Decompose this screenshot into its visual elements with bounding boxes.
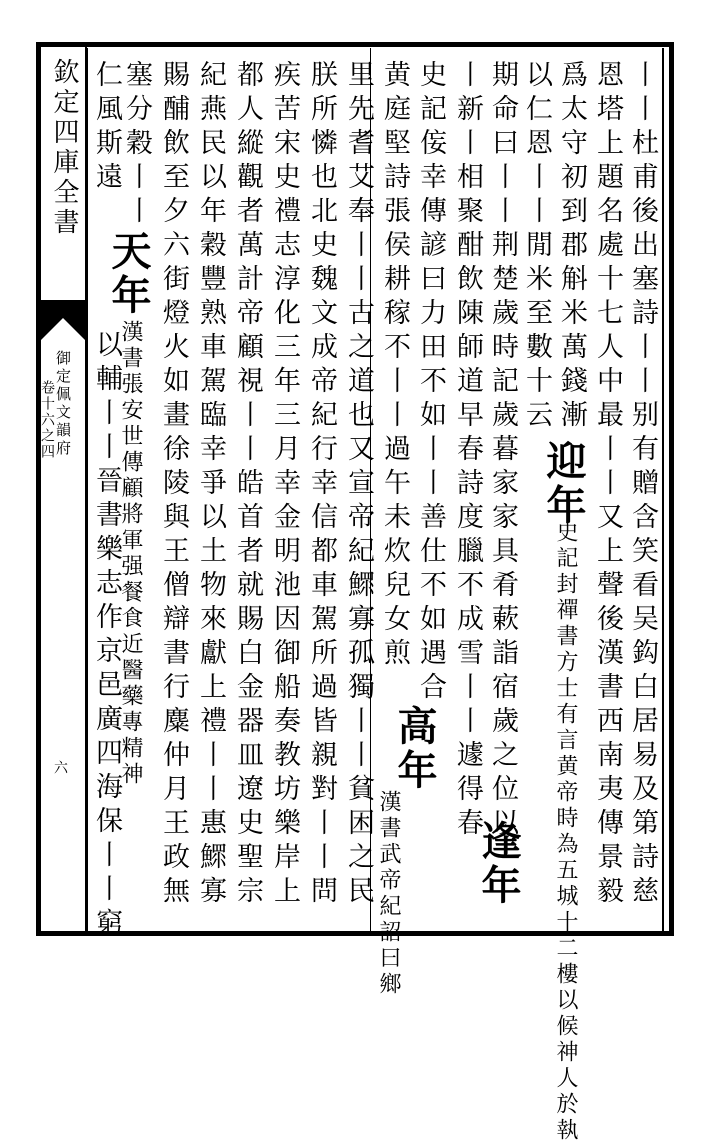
text-column-17: 以輔丨丨晉書樂志作京邑廣四海保丨丨窮 [91,330,122,942]
volume-number: 卷十六之四 [39,380,55,460]
text-column-14: 賜酺飲至夕六街燈火如畫徐陵與王僧辯書行麋仲月王政無 [158,60,189,910]
text-column-2: 恩塔上題名處十七人中最丨丨又上聲後漢書西南夷傳景毅 [592,60,623,910]
headword-ying-nian: 迎年 [540,440,587,528]
column-rule [87,48,88,931]
frame-inner-rule [662,48,664,931]
text-column-3: 爲太守初到郡斛米萬錢漸 [556,60,587,434]
text-column-16: 仁風斯遠 [91,60,122,196]
headword-tian-nian: 天年 [105,230,152,318]
page-number: 六 [52,760,68,774]
book-title: 欽定四庫全書 [49,58,79,238]
gao-nian-note: 漢書武帝紀詔曰鄉 [376,790,401,998]
headword-feng-nian: 逢年 [475,820,522,908]
text-column-15: 塞分穀丨丨 [121,60,152,230]
tian-nian-note: 漢書張安世傳顧將軍强餐食近醫藥專精神 [118,320,143,788]
text-column-11: 疾苦宋史禮志淳化三年三月幸金明池因御船奏教坊樂岸上 [269,60,300,910]
text-column-7: 史記侫幸傳諺曰力田不如丨丨善仕不如遇合 [415,60,446,706]
headword-gao-nian: 高年 [391,705,438,793]
text-column-1: 丨丨杜甫後出塞詩丨丨别有贈含笑看吴鈎白居易及第詩慈 [627,60,658,910]
text-column-4: 以仁恩丨丨閒米至數十云 [521,60,552,434]
ying-nian-note-a: 史記封禪書方士有言黄帝時為五城十二樓以候神人於執 [553,520,578,1144]
text-column-6: 丨新丨相聚酣飲陳師道早春詩度臘不成雪丨丨遽得春 [452,60,483,842]
text-column-9: 里先耆艾奉丨丨古之道也又宣帝紀鰥寡孤獨丨丨貧困之民 [343,60,374,910]
text-column-10: 朕所憐也北史魏文成帝紀行幸信都車駕所過皆親對丨丨問 [306,60,337,910]
volume-title: 御定佩文韻府 [54,350,72,458]
text-column-8: 黄庭堅詩張侯耕稼不丨丨過午未炊兒女煎 [379,60,410,672]
text-column-5: 期命曰丨丨荆楚歲時記歲暮家家具肴蔌詣宿歲之位以 [487,60,518,842]
text-column-12: 都人縱觀者萬計帝顧視丨丨皓首者就賜白金器皿遼史聖宗 [232,60,263,910]
text-column-13: 紀燕民以年穀豐熟車駕臨幸爭以土物來獻上禮丨丨惠鰥寡 [195,60,226,910]
fishtail-mark-icon [41,302,85,340]
